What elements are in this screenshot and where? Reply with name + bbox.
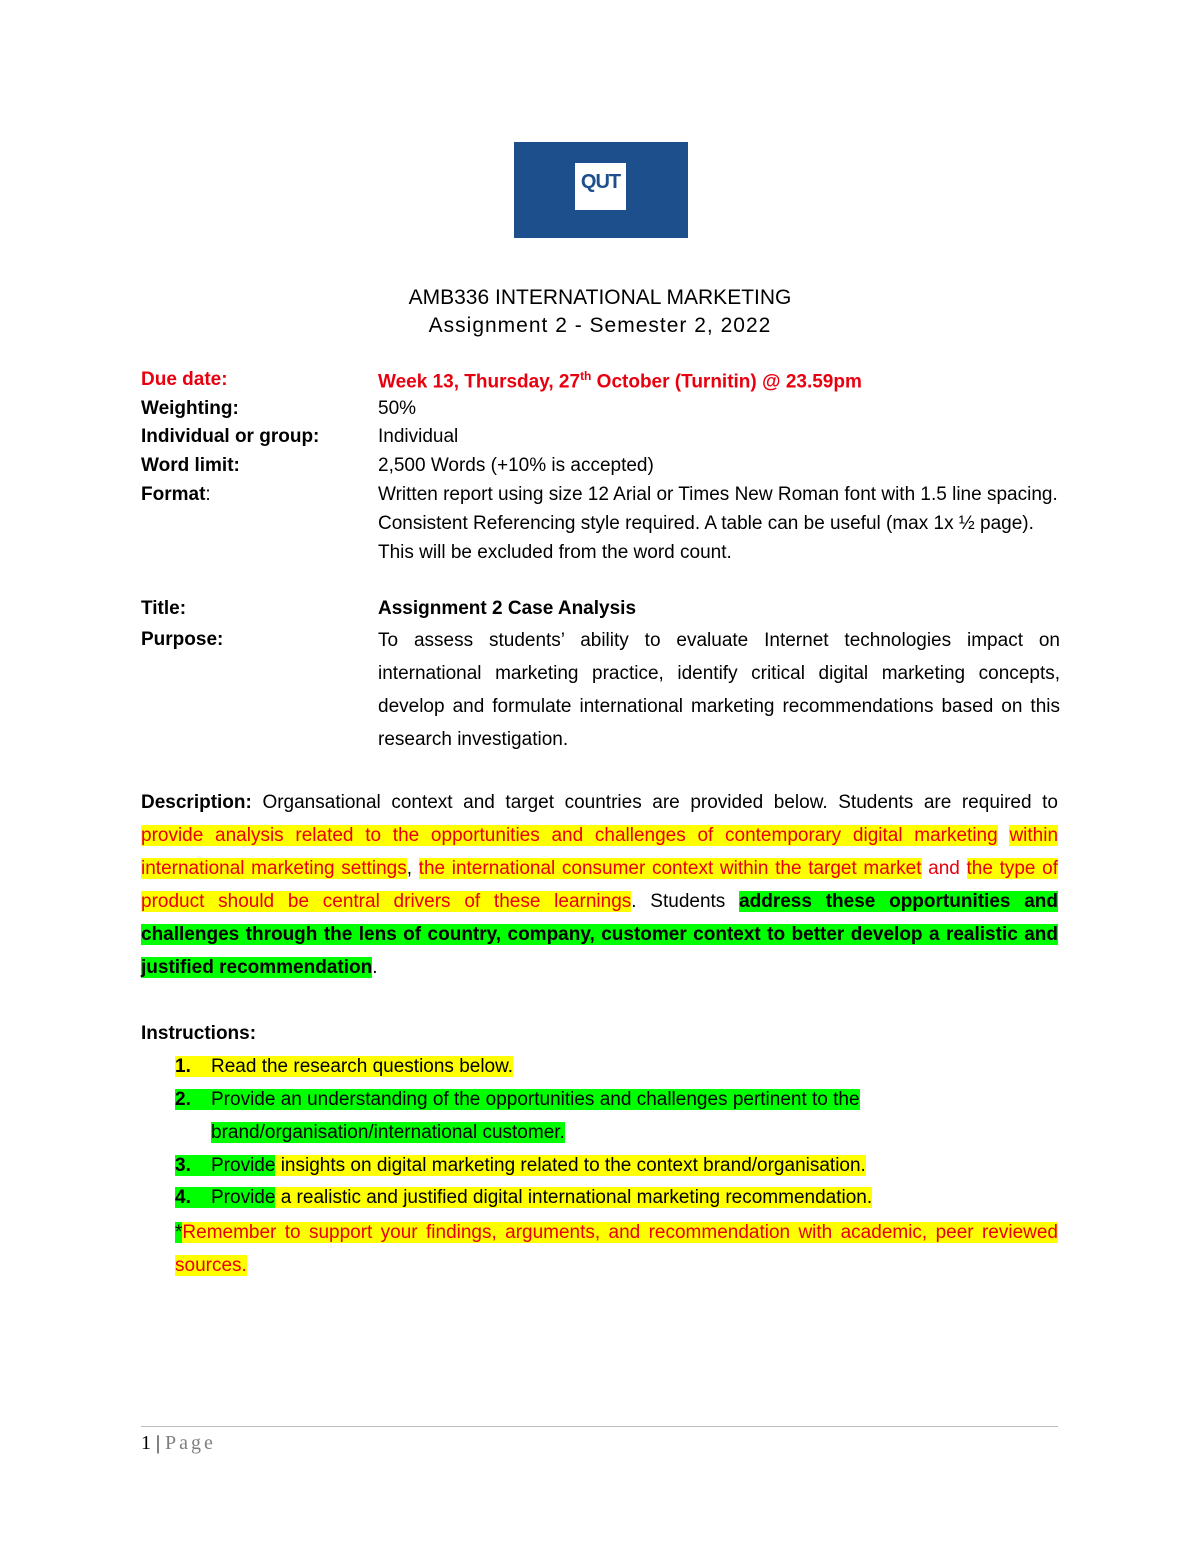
weighting-label: Weighting: (141, 398, 239, 419)
title-value: Assignment 2 Case Analysis (378, 598, 637, 619)
individual-label: Individual or group: (141, 426, 320, 447)
purpose-label: Purpose: (141, 629, 224, 650)
instruction-item-1: 1. Read the research questions below. (175, 1056, 514, 1077)
format-label: Format: (141, 484, 211, 505)
word-limit-label: Word limit: (141, 455, 240, 476)
instruction-item-4: 4. Provide a realistic and justified digital international marketing recommendation. (175, 1187, 873, 1208)
due-date-label: Due date: (141, 369, 228, 390)
individual-value: Individual (378, 426, 459, 447)
assignment-title: Assignment 2 - Semester 2, 2022 (428, 314, 772, 337)
description-paragraph: Description: Organsational context and target countries are provided below. Students are required to provide analysis related to the opportunities and challenges of contemporary digital marketing within international marketing settings, the international consumer context within the target market and the type of product should be central drivers of these learnings. Students address these opportunities and challenges through the lens of country, company, customer context to better develop a realistic and justified recommendation. (141, 792, 1059, 978)
due-date-value: Week 13, Thursday, 27th October (Turnitin) @ 23.59pm (378, 369, 862, 393)
instructions-note: *Remember to support your findings, arguments, and recommendation with academic, peer reviewed sources. (175, 1222, 1058, 1276)
instruction-item-3: 3. Provide insights on digital marketing related to the context brand/organisation. (175, 1155, 866, 1176)
weighting-value: 50% (378, 398, 417, 419)
footer-divider (141, 1426, 1058, 1427)
qut-logo-text: QUT (575, 163, 626, 210)
course-title: AMB336 INTERNATIONAL MARKETING (408, 286, 792, 309)
title-label: Title: (141, 598, 187, 619)
word-limit-value: 2,500 Words (+10% is accepted) (378, 455, 654, 476)
instruction-item-2: 2. Provide an understanding of the opportunities and challenges pertinent to the (175, 1089, 860, 1110)
purpose-value: To assess students’ ability to evaluate Internet technologies impact on international marketing practice, identify critical digital marketing concepts, develop and formulate international marketing recommendations based on this research investigation. (378, 630, 1060, 750)
format-value: Written report using size 12 Arial or Times New Roman font with 1.5 line spacing. Consistent Referencing style required. A table can be useful (max 1x ½ page). This will be excluded from the word count. (378, 484, 1058, 563)
instruction-item-2-cont: brand/organisation/international customer. (211, 1122, 565, 1143)
qut-logo (514, 142, 688, 238)
page-footer: 1 | Page (141, 1432, 216, 1454)
instructions-heading: Instructions: (141, 1023, 257, 1044)
